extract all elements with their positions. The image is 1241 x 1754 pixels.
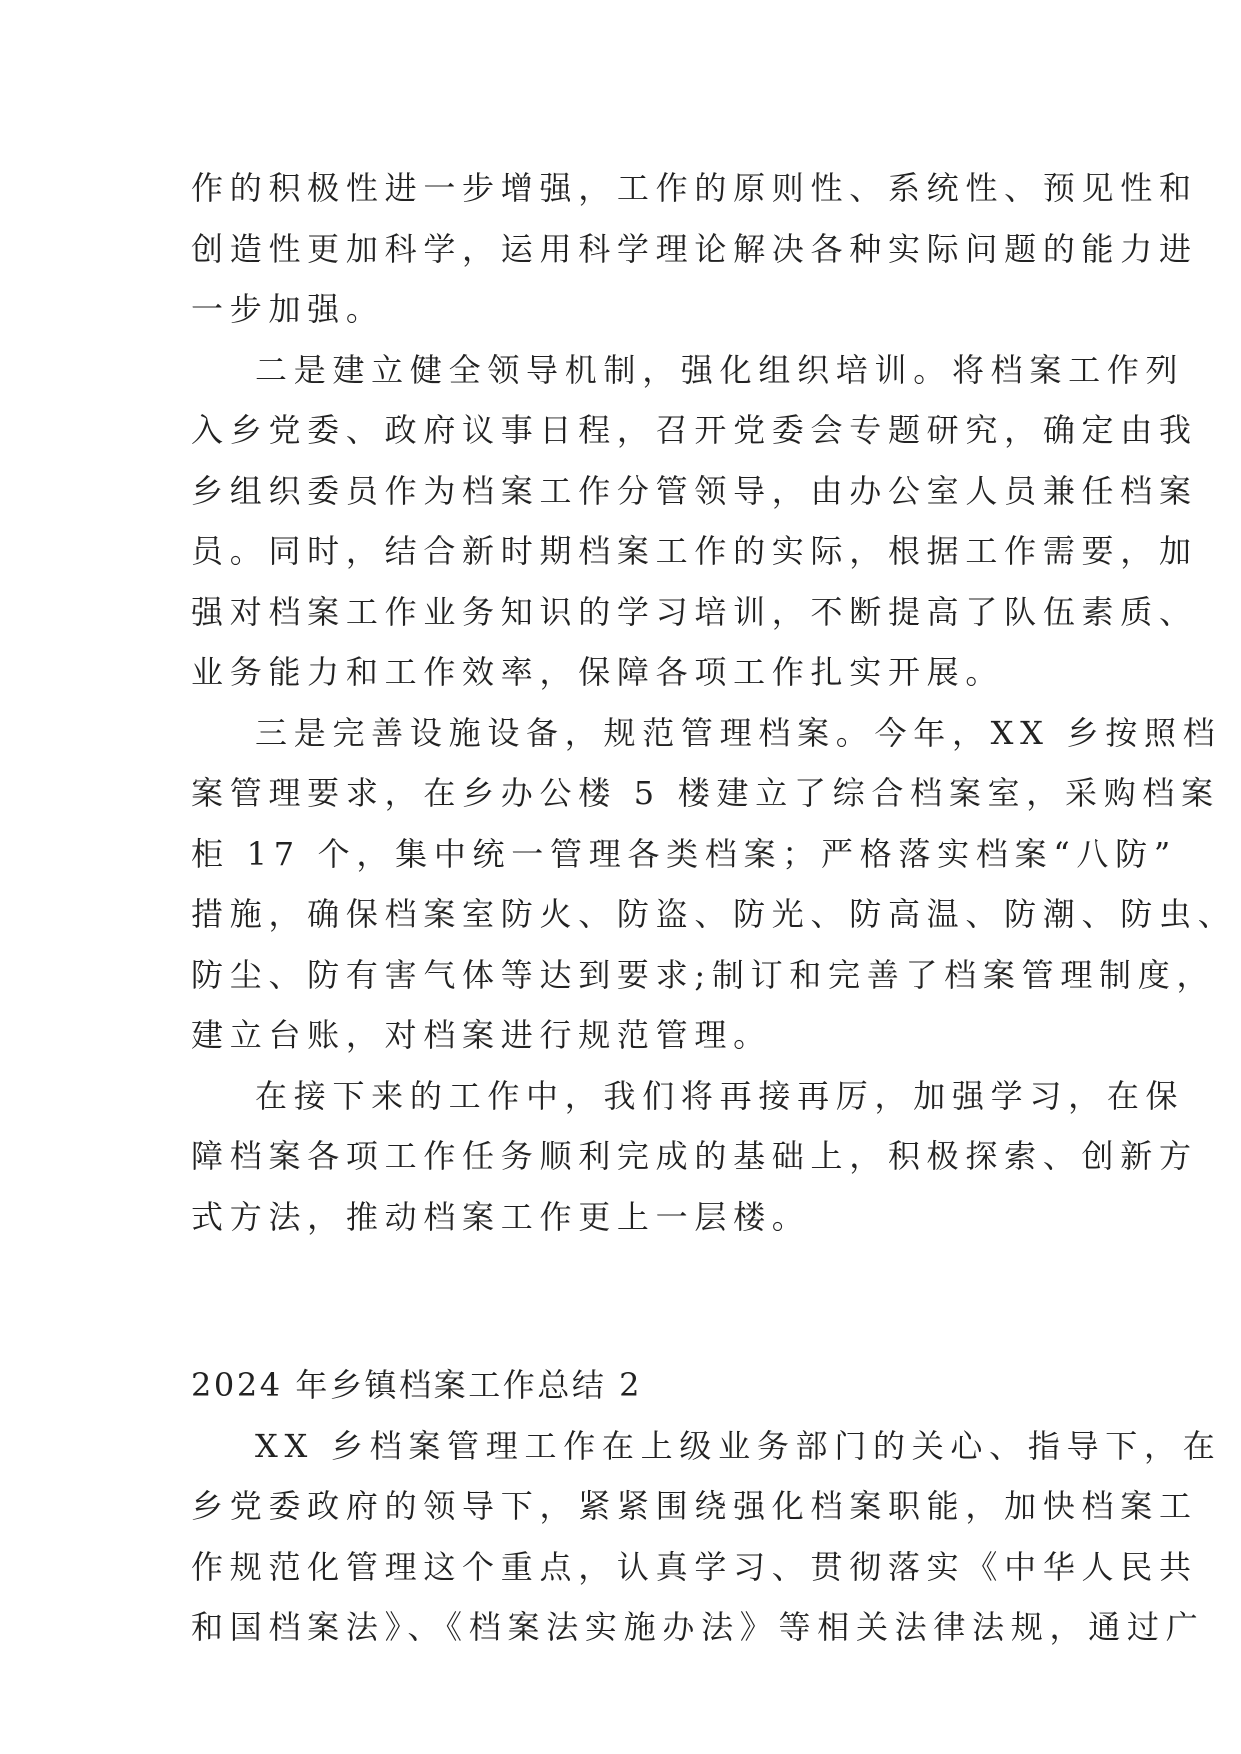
section-heading: 2024 年乡镇档案工作总结 2 [191, 1366, 643, 1404]
document-body [191, 158, 1237, 1658]
text-line: 防尘、防有害气体等达到要求;制订和完善了档案管理制度， [191, 955, 1216, 994]
text-line: 员。同时，结合新时期档案工作的实际，根据工作需要，加 [191, 532, 1198, 570]
text-line: 柜 17 个，集中统一管理各类档案；严格落实档案“八防” [191, 834, 1177, 873]
text-line: 乡组织委员作为档案工作分管领导，由办公室人员兼任档案 [191, 471, 1198, 510]
text-line: 强对档案工作业务知识的学习培训，不断提高了队伍素质、 [191, 592, 1198, 631]
text-line: 创造性更加科学，运用科学理论解决各种实际问题的能力进 [191, 229, 1198, 268]
text-line: 一步加强。 [191, 290, 385, 328]
paragraph-start-line: XX 乡档案管理工作在上级业务部门的关心、指导下，在 [255, 1426, 1222, 1465]
section-spacer [191, 1247, 1071, 1355]
text-line: 业务能力和工作效率，保障各项工作扎实开展。 [191, 653, 1005, 691]
text-line: 建立台账，对档案进行规范管理。 [191, 1016, 772, 1054]
text-line: 式方法，推动档案工作更上一层楼。 [191, 1197, 811, 1236]
text-line: 障档案各项工作任务顺利完成的基础上，积极探索、创新方 [191, 1137, 1198, 1175]
paragraph-start-line: 二是建立健全领导机制，强化组织培训。将档案工作列 [255, 350, 1185, 389]
text-line: 作规范化管理这个重点，认真学习、贯彻落实《中华人民共 [191, 1547, 1198, 1586]
text-line: 作的积极性进一步增强，工作的原则性、系统性、预见性和 [191, 169, 1198, 207]
text-line: 入乡党委、政府议事日程，召开党委会专题研究，确定由我 [191, 411, 1198, 449]
paragraph-start-line: 在接下来的工作中，我们将再接再厉，加强学习，在保 [255, 1076, 1185, 1115]
text-line: 乡党委政府的领导下，紧紧围绕强化档案职能，加快档案工 [191, 1487, 1198, 1525]
text-line: 措施，确保档案室防火、防盗、防光、防高温、防潮、防虫、 [191, 895, 1237, 933]
text-line: 和国档案法》、《档案法实施办法》等相关法律法规，通过广 [191, 1608, 1205, 1646]
paragraph-start-line: 三是完善设施设备，规范管理档案。今年，XX 乡按照档 [255, 713, 1222, 752]
text-line: 案管理要求，在乡办公楼 5 楼建立了综合档案室，采购档案 [191, 774, 1220, 812]
